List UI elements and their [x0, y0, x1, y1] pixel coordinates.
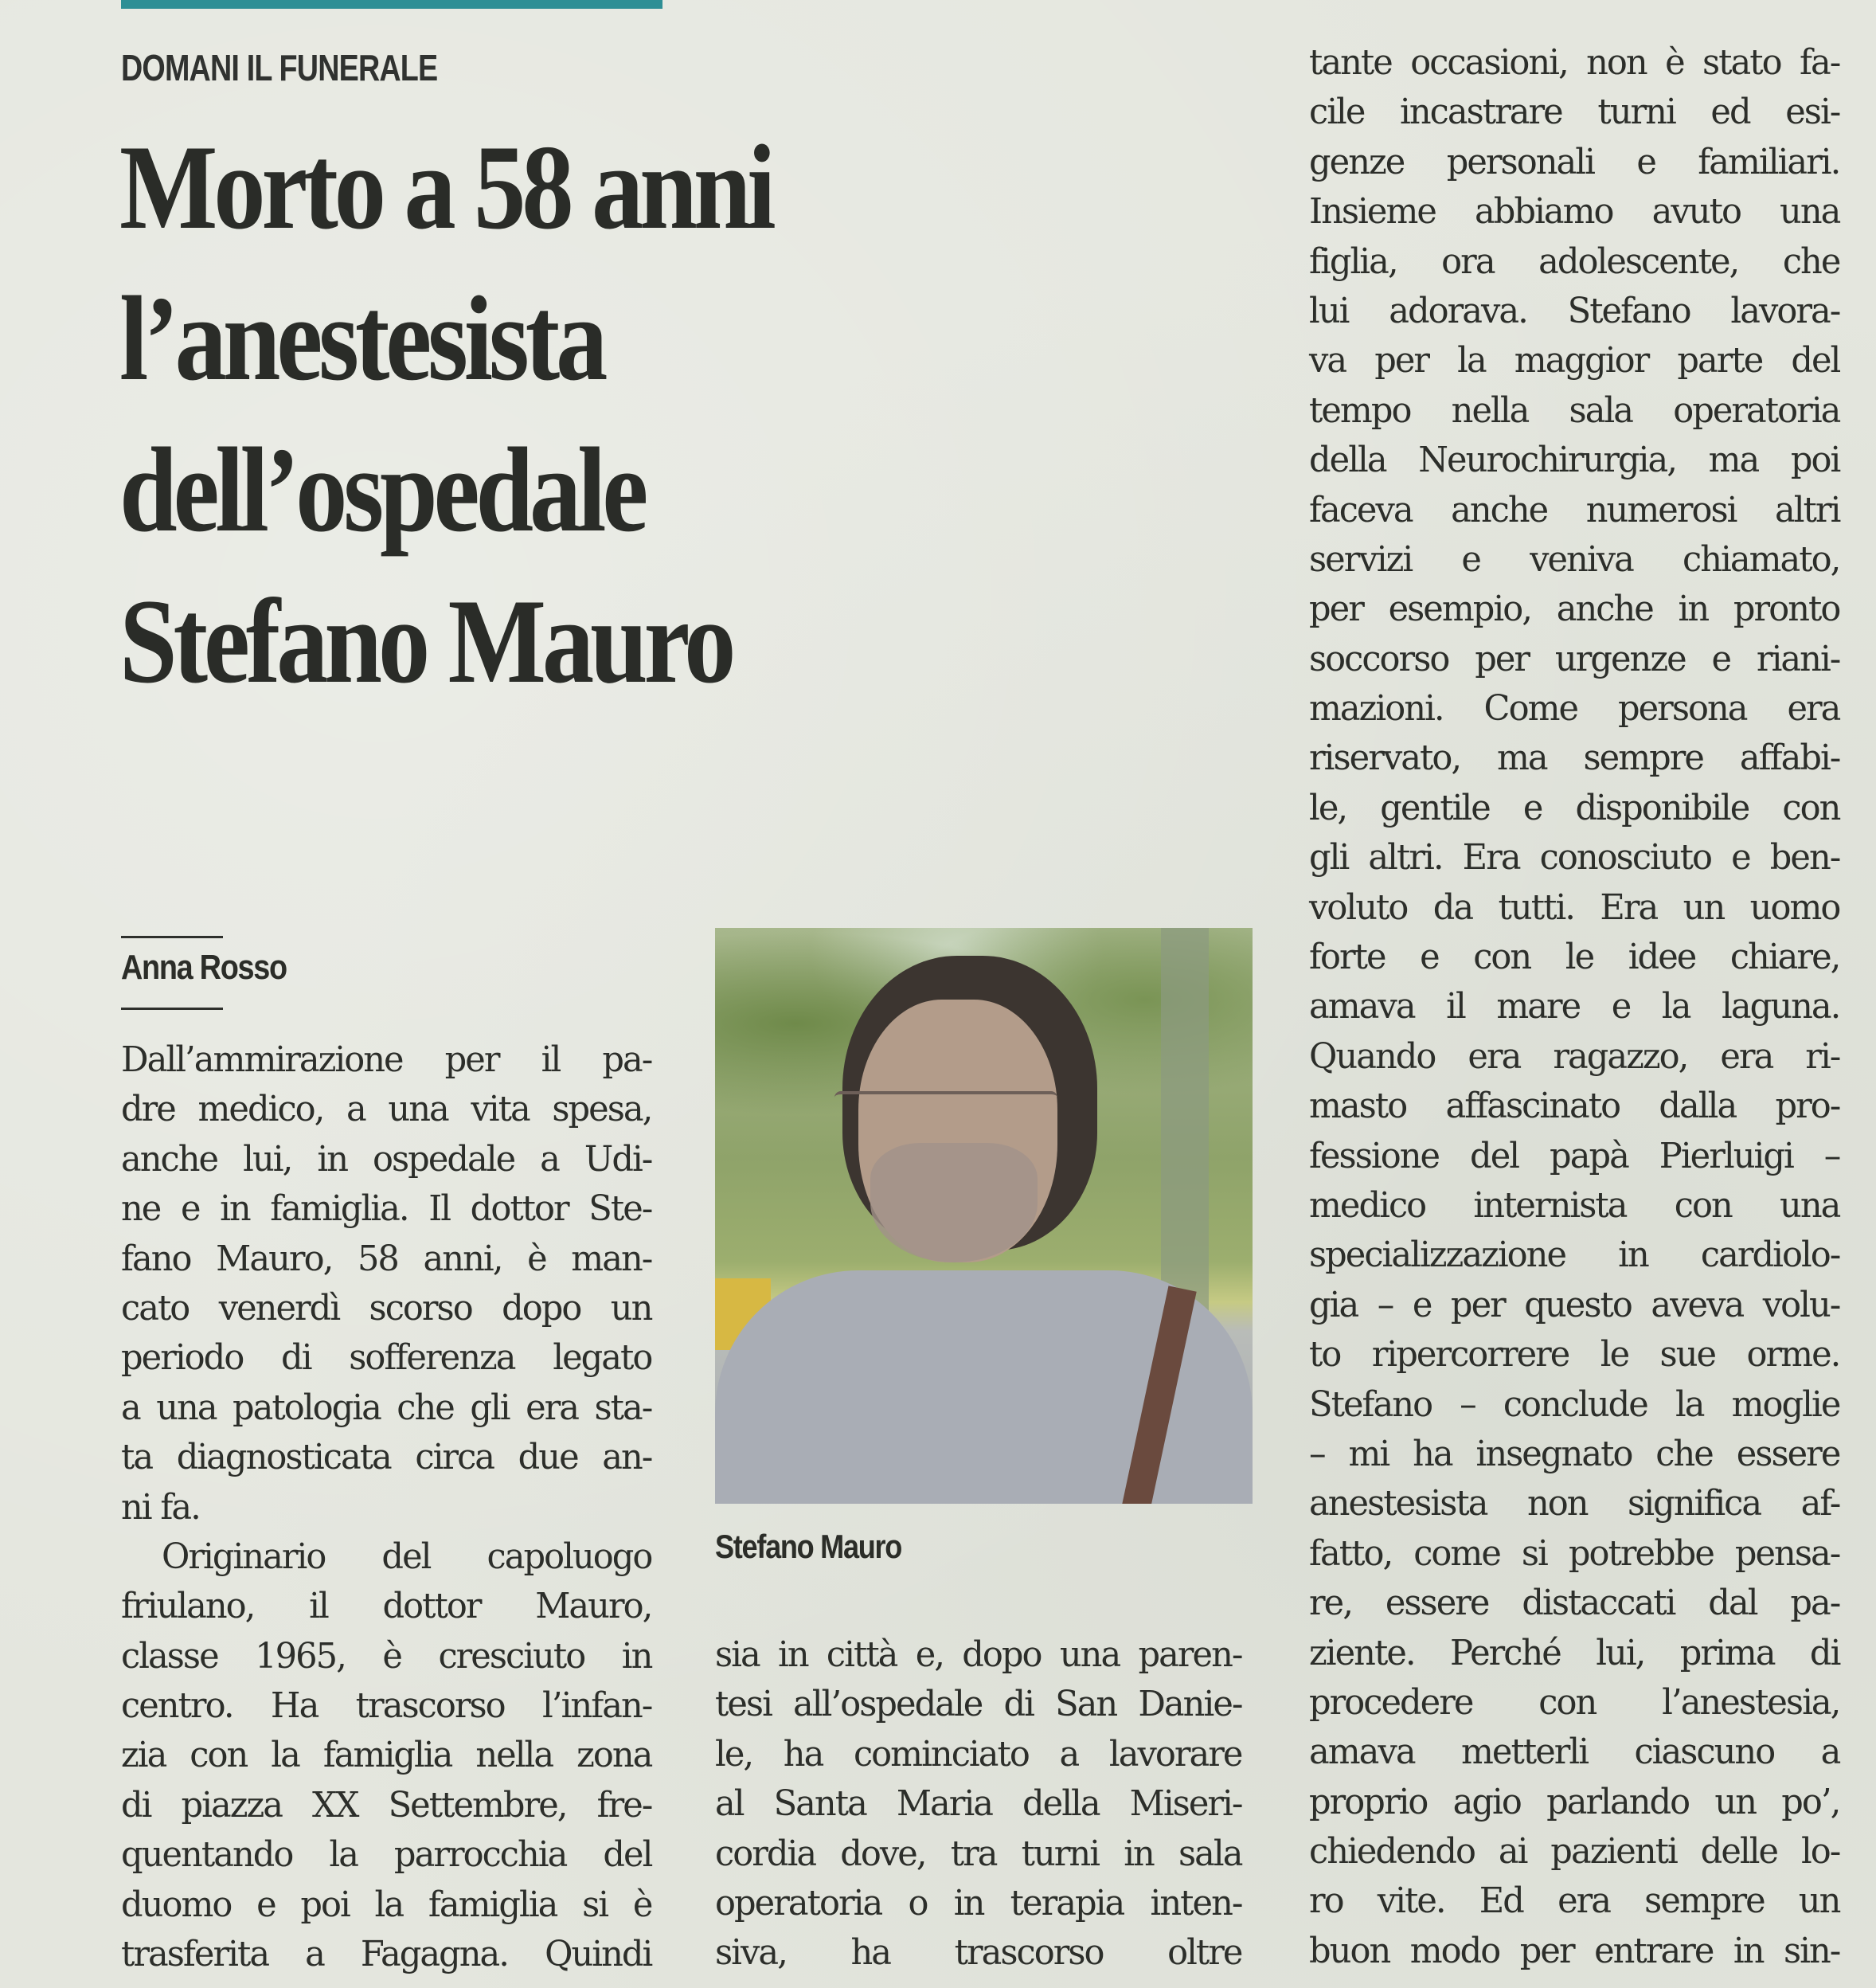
text-line: riservato, ma sempre affabi-: [1309, 738, 1840, 779]
section-color-bar: [121, 0, 662, 9]
text-line: anche lui, in ospedale a Udi-: [121, 1138, 652, 1180]
text-line: buon modo per entrare in sin-: [1309, 1930, 1840, 1971]
text-line: Dall’ammirazione per il pa-: [121, 1039, 652, 1080]
text-line: di piazza XX Settembre, fre-: [121, 1784, 652, 1826]
text-line: fatto, come si potrebbe pensa-: [1309, 1532, 1840, 1574]
text-line: specializzazione in cardiolo-: [1309, 1235, 1840, 1276]
headline-line: dell’ospedale: [119, 423, 645, 557]
text-line: genze personali e familiari.: [1309, 141, 1840, 182]
byline-rule-top: [121, 936, 223, 938]
text-line: ziente. Perché lui, prima di: [1309, 1632, 1840, 1673]
text-line: quentando la parrocchia del: [121, 1834, 652, 1876]
text-line: to ripercorrere le sue orme.: [1309, 1334, 1840, 1376]
text-line: friulano, il dottor Mauro,: [121, 1586, 652, 1627]
text-line: a una patologia che gli era sta-: [121, 1387, 652, 1428]
text-line: gia – e per questo aveva volu-: [1309, 1284, 1840, 1325]
text-line: ne e in famiglia. Il dottor Ste-: [121, 1188, 652, 1230]
headline: [119, 112, 1120, 717]
text-line: dre medico, a una vita spesa,: [121, 1089, 652, 1130]
text-line: lui adorava. Stefano lavora-: [1309, 290, 1840, 331]
text-line: amava il mare e la laguna.: [1309, 986, 1840, 1027]
headline-line: Stefano Mauro: [119, 574, 733, 708]
text-line: procedere con l’anestesia,: [1309, 1681, 1840, 1723]
text-line: faceva anche numerosi altri: [1309, 489, 1840, 530]
text-line: forte e con le idee chiare,: [1309, 937, 1840, 978]
text-line: cato venerdì scorso dopo un: [121, 1287, 652, 1329]
text-line: classe 1965, è cresciuto in: [121, 1635, 652, 1677]
text-line: medico internista con una: [1309, 1184, 1840, 1226]
text-line: duomo e poi la famiglia si è: [121, 1884, 652, 1925]
article-column-3: [1309, 38, 1851, 1976]
text-line: servizi e veniva chiamato,: [1309, 538, 1840, 580]
byline-rule-bottom: [121, 1008, 223, 1010]
text-line: fano Mauro, 58 anni, è man-: [121, 1238, 652, 1279]
byline-author: Anna Rosso: [121, 948, 287, 987]
photo-caption: Stefano Mauro: [715, 1528, 902, 1565]
text-line: gli altri. Era conosciuto e ben-: [1309, 837, 1840, 879]
text-line: ro vite. Ed era sempre un: [1309, 1880, 1840, 1922]
text-line: Insieme abbiamo avuto una: [1309, 191, 1840, 233]
text-line: le, ha cominciato a lavorare: [715, 1733, 1242, 1775]
text-line: ta diagnosticata circa due an-: [121, 1437, 652, 1478]
text-line: cile incastrare turni ed esi-: [1309, 92, 1840, 133]
text-line: al Santa Maria della Miseri-: [715, 1783, 1242, 1825]
text-line: periodo di sofferenza legato: [121, 1337, 652, 1379]
text-line: trasferita a Fagagna. Quindi: [121, 1934, 652, 1975]
text-line: mazioni. Come persona era: [1309, 688, 1840, 730]
text-line: centro. Ha trascorso l’infan-: [121, 1685, 652, 1727]
text-line: anestesista non significa af-: [1309, 1483, 1840, 1524]
text-line: sia in città e, dopo una paren-: [715, 1634, 1242, 1675]
text-line: tempo nella sala operatoria: [1309, 389, 1840, 431]
text-line: ni fa.: [121, 1486, 200, 1528]
text-line: chiedendo ai pazienti delle lo-: [1309, 1831, 1840, 1873]
text-line: siva, ha trascorso oltre: [715, 1932, 1242, 1974]
text-line: Stefano – conclude la moglie: [1309, 1383, 1840, 1425]
text-line: le, gentile e disponibile con: [1309, 787, 1840, 828]
article-column-2: [715, 1630, 1253, 1978]
headline-line: l’anestesista: [119, 272, 604, 405]
text-line: Originario del capoluogo: [161, 1536, 652, 1577]
text-line: proprio agio parlando un po’,: [1309, 1781, 1840, 1822]
text-line: della Neurochirurgia, ma poi: [1309, 440, 1840, 481]
text-line: zia con la famiglia nella zona: [121, 1735, 652, 1776]
text-line: va per la maggior parte del: [1309, 340, 1840, 382]
text-line: re, essere distaccati dal pa-: [1309, 1583, 1840, 1624]
headline-line: Morto a 58 anni: [119, 120, 772, 254]
text-line: voluto da tutti. Era un uomo: [1309, 886, 1840, 928]
text-line: soccorso per urgenze e riani-: [1309, 638, 1840, 679]
text-line: tante occasioni, non è stato fa-: [1309, 42, 1840, 83]
photo-beard: [870, 1143, 1038, 1262]
text-line: Quando era ragazzo, era ri-: [1309, 1035, 1840, 1077]
portrait-photo: [715, 928, 1253, 1504]
text-line: amava metterli ciascuno a: [1309, 1732, 1840, 1773]
kicker-label: DOMANI IL FUNERALE: [121, 47, 438, 88]
text-line: fessione del papà Pierluigi –: [1309, 1135, 1840, 1176]
text-line: tesi all’ospedale di San Danie-: [715, 1684, 1242, 1725]
text-line: operatoria o in terapia inten-: [715, 1882, 1242, 1923]
text-line: figlia, ora adolescente, che: [1309, 241, 1840, 282]
photo-glasses: [834, 1091, 1057, 1121]
article-column-1: [121, 1035, 662, 1979]
text-line: cordia dove, tra turni in sala: [715, 1833, 1242, 1874]
text-line: per esempio, anche in pronto: [1309, 589, 1840, 630]
text-line: – mi ha insegnato che essere: [1309, 1433, 1840, 1474]
text-line: masto affascinato dalla pro-: [1309, 1086, 1840, 1127]
